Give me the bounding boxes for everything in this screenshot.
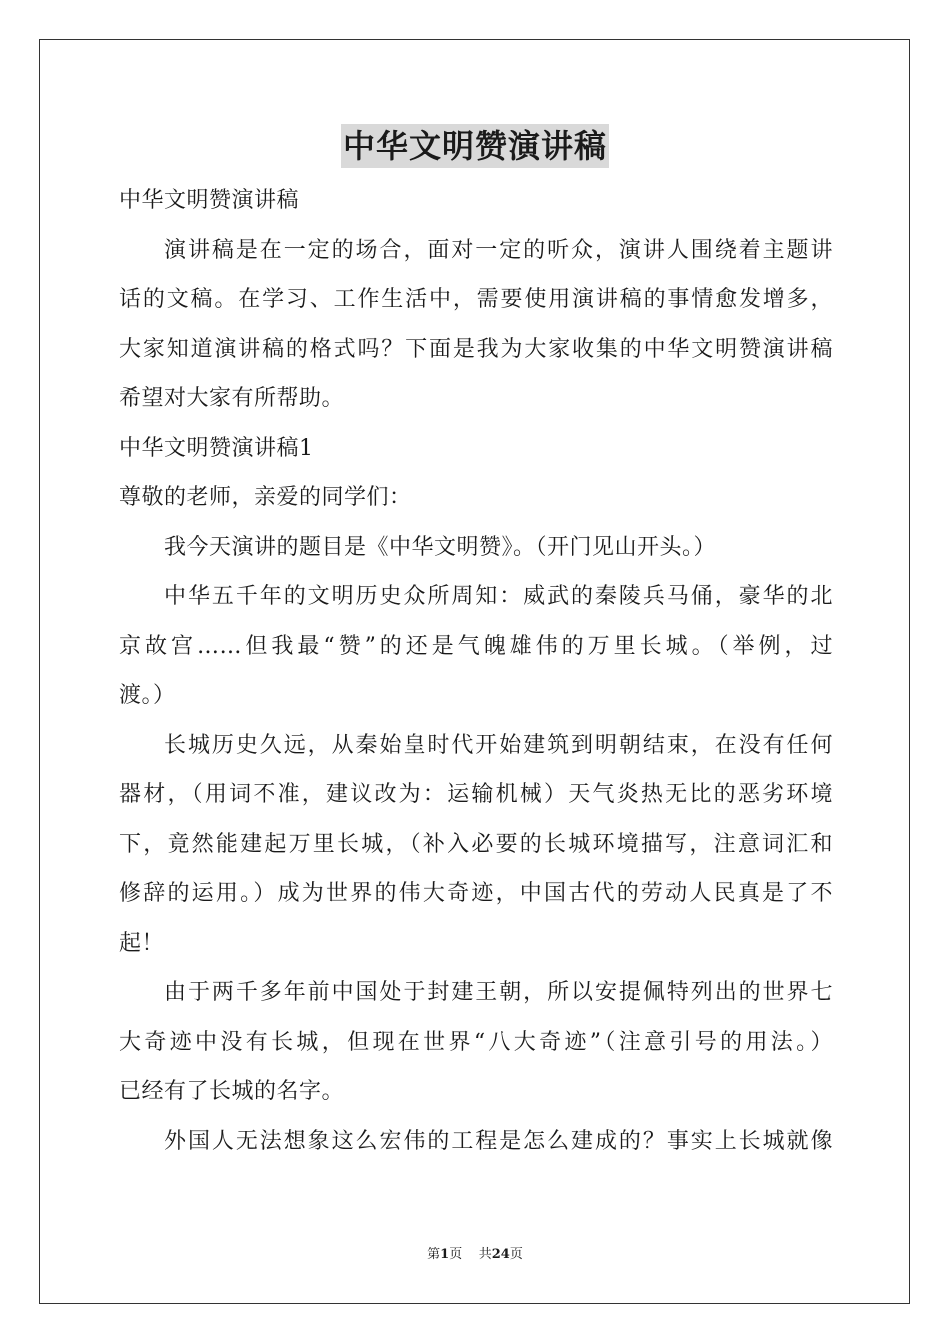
footer-current-page: 1 [440, 1247, 450, 1262]
text-line: 中华文明赞演讲稿 [119, 188, 300, 213]
footer-prefix: 第 [427, 1247, 441, 1262]
text-line: 演讲稿是在一定的场合，面对一定的听众，演讲人围绕着主题讲 [164, 237, 833, 263]
footer-total-pages: 24 [491, 1247, 510, 1262]
footer-total-prefix: 共 [478, 1247, 492, 1262]
text-line: 长城历史久远，从秦始皇时代开始建筑到明朝结束，在没有任何 [164, 732, 833, 758]
text-line: 希望对大家有所帮助。 [119, 386, 345, 411]
footer-total-suffix: 页 [509, 1247, 523, 1262]
text-line: 外国人无法想象这么宏伟的工程是怎么建成的？事实上长城就像 [164, 1128, 833, 1154]
title-container [0, 124, 950, 168]
document-title: 中华文明赞演讲稿 [341, 124, 609, 168]
text-line: 大奇迹中没有长城，但现在世界“八大奇迹”（注意引号的用法。） [119, 1029, 833, 1055]
text-line: 渡。） [119, 683, 176, 708]
text-line: 修辞的运用。）成为世界的伟大奇迹，中国古代的劳动人民真是了不 [119, 881, 833, 906]
document-body [119, 176, 833, 1166]
text-line: 器材，（用词不准，建议改为：运输机械）天气炎热无比的恶劣环境 [119, 782, 833, 807]
text-line: 已经有了长城的名字。 [119, 1079, 345, 1104]
text-line: 由于两千多年前中国处于封建王朝，所以安提佩特列出的世界七 [164, 980, 833, 1005]
text-line: 我今天演讲的题目是《中华文明赞》。（开门见山开头。） [164, 534, 717, 560]
text-line: 话的文稿。在学习、工作生活中，需要使用演讲稿的事情愈发增多， [119, 287, 833, 312]
text-line: 下，竟然能建起万里长城，（补入必要的长城环境描写，注意词汇和 [119, 831, 833, 857]
page-footer [0, 1246, 950, 1264]
text-line: 中华五千年的文明历史众所周知：威武的秦陵兵马俑，豪华的北 [164, 584, 833, 609]
text-line: 大家知道演讲稿的格式吗？下面是我为大家收集的中华文明赞演讲稿 [119, 336, 833, 362]
text-line: 起！ [119, 930, 165, 956]
text-line: 中华文明赞演讲稿1 [119, 435, 314, 461]
text-line: 京故宫……但我最“赞”的还是气魄雄伟的万里长城。（举例，过 [119, 633, 833, 659]
text-line: 尊敬的老师，亲爱的同学们： [119, 485, 412, 510]
footer-page-word: 页 [449, 1247, 463, 1262]
